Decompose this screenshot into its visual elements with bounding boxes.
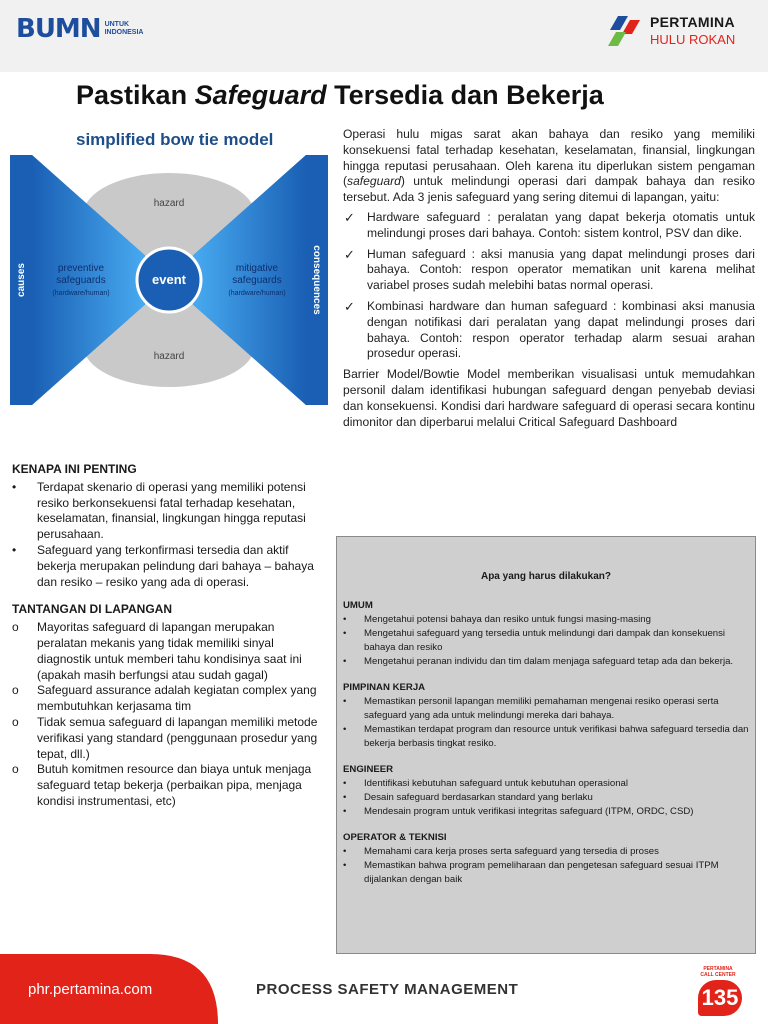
kenapa-heading: KENAPA INI PENTING: [12, 462, 137, 476]
page-title: Pastikan Safeguard Tersedia dan Bekerja: [76, 80, 604, 110]
bowtie-diagram: [10, 155, 328, 405]
pertamina-mark-icon: [604, 14, 644, 48]
umum-heading: UMUM: [343, 600, 373, 611]
list-item: • Memastikan bahwa program pemeliharaan dan pengetesan safeguard sesuai ITPM dijalankan dengan baik: [343, 860, 719, 885]
check-icon: ✓: [344, 246, 355, 262]
action-box: [336, 536, 756, 954]
list-item: ✓ Hardware safeguard : peralatan yang dapat bekerja otomatis untuk melindungi proses dari bahaya. Contoh: sistem kontrol, PSV dan dike.: [344, 209, 755, 240]
check-icon: ✓: [344, 298, 355, 314]
hazard-top-label: hazard: [153, 198, 185, 209]
action-box-title: Apa yang harus dilakukan?: [480, 571, 612, 582]
footer-title: PROCESS SAFETY MANAGEMENT: [256, 981, 519, 998]
engineer-heading: ENGINEER: [343, 764, 394, 775]
list-item: o Tidak semua safeguard di lapangan memiliki metode verifikasi yang standard (penggunaan prosedur yang tepat, dll.): [12, 714, 318, 761]
pimpinan-list: [343, 695, 749, 751]
pimpinan-heading: PIMPINAN KERJA: [343, 682, 426, 693]
call-center-label: PERTAMINA CALL CENTER: [700, 966, 736, 978]
umum-list: [343, 613, 749, 669]
list-item: • Mendesain program untuk verifikasi integritas safeguard (ITPM, ORDC, CSD): [343, 806, 694, 817]
check-icon: ✓: [344, 209, 355, 225]
operator-list: [343, 845, 749, 887]
bullet-icon: •: [343, 792, 347, 803]
bullet-icon: •: [343, 778, 347, 789]
bullet-icon: •: [12, 542, 17, 557]
action-box-body: [343, 599, 749, 887]
intro-text: [343, 127, 755, 430]
intro-paragraph-1: Operasi hulu migas sarat akan bahaya dan resiko yang memiliki konsekuensi fatal terhadap kesehatan, keselamatan, finansial, lingkungan hingga reputasi perusahaan. Oleh karena itu diperlukan sistem pengaman (safeguard) untuk melindungi operasi dari dampak bahaya dan resiko tersebut. Ada 3 jenis safeguard yang sering ditemui di lapangan, yaitu:: [343, 127, 755, 205]
footer-url-link[interactable]: phr.pertamina.com: [28, 981, 153, 998]
bullet-icon: •: [12, 479, 17, 494]
pertamina-logo: [604, 14, 735, 48]
preventive-label-2: safeguards: [56, 275, 106, 286]
bumn-logo: [16, 14, 143, 44]
bullet-icon: •: [343, 614, 347, 625]
bullet-icon: •: [343, 806, 347, 817]
bullet-icon: •: [343, 656, 347, 667]
bullet-icon: •: [343, 724, 347, 735]
bumn-tagline: UNTUK INDONESIA: [104, 21, 144, 36]
event-label: event: [152, 272, 186, 287]
list-item: o Safeguard assurance adalah kegiatan complex yang membutuhkan kerjasama tim: [12, 683, 317, 714]
call-center-number: 135: [698, 980, 742, 1016]
bullet-icon: •: [343, 696, 347, 707]
list-item: • Memahami cara kerja proses serta safeguard yang tersedia di proses: [343, 846, 659, 857]
mitigative-sub: (hardware/human): [228, 290, 286, 297]
list-item: • Memastikan personil lapangan memiliki pemahaman mengenai resiko operasi serta safeguard yang ada untuk melindungi mereka dari bahaya.: [343, 696, 719, 721]
list-item: • Terdapat skenario di operasi yang memiliki potensi resiko berkonsekuensi fatal terhadap kesehatan, keselamatan, finansial, lingkungan hingga reputasi perusahaan.: [12, 479, 306, 542]
list-item: ✓ Kombinasi hardware dan human safeguard : kombinasi aksi manusia dengan notifikasi dari peralatan yang dapat melindungi proses dari bahaya. Contoh: respon operator terhadap alarm sesuai arahan prosedur operasi.: [344, 298, 755, 361]
list-item: • Mengetahui potensi bahaya dan resiko untuk fungsi masing-masing: [343, 614, 651, 625]
mitigative-label-1: mitigative: [235, 263, 279, 274]
preventive-label-1: preventive: [57, 263, 105, 274]
engineer-list: [343, 777, 749, 819]
intro-paragraph-2: Barrier Model/Bowtie Model memberikan visualisasi untuk memudahkan personil dalam identifikasi hubungan safeguard dengan penyebab deviasi dan konsekuensi. Kondisi dari hardware safeguard di operasi secara kontinu dimonitor dan diperbarui melalui Critical Safeguard Dashboard: [343, 367, 755, 429]
consequences-label: consequences: [311, 245, 322, 315]
circle-bullet-icon: o: [12, 683, 19, 698]
circle-bullet-icon: o: [12, 714, 19, 729]
tantangan-heading: TANTANGAN DI LAPANGAN: [12, 602, 172, 617]
operator-heading: OPERATOR & TEKNISI: [343, 832, 447, 843]
bullet-icon: •: [343, 628, 347, 639]
hazard-bottom-label: hazard: [153, 351, 185, 362]
list-item: • Safeguard yang terkonfirmasi tersedia dan aktif bekerja merupakan pelindung dari bahaya – bahaya dan resiko – resiko yang ada di operasi.: [12, 542, 314, 589]
bullet-icon: •: [343, 846, 347, 857]
company-name: PERTAMINA: [650, 14, 735, 30]
list-item: o Mayoritas safeguard di lapangan merupakan peralatan mekanis yang tidak memiliki sinyal diagnostik untuk memberi tahu kondisinya saat ini (apakah masih berfungsi atau sudah gagal): [12, 620, 302, 682]
company-subname: HULU ROKAN: [650, 32, 736, 47]
list-item: • Mengetahui peranan individu dan tim dalam menjaga safeguard tetap ada dan bekerja.: [343, 656, 734, 667]
bumn-logo-word: BUMN: [16, 14, 101, 44]
safeguard-types-list: [343, 210, 755, 362]
call-center-badge: [694, 966, 742, 1018]
header-bar: [0, 0, 768, 72]
list-item: • Mengetahui safeguard yang tersedia untuk melindungi dari dampak dan konsekuensi bahaya dan resiko: [343, 628, 726, 653]
list-item: o Butuh komitmen resource dan biaya untuk menjaga safeguard tetap bekerja (perbaikan pipa, menjaga kondisi instrumentasi, etc): [12, 762, 312, 808]
circle-bullet-icon: o: [12, 762, 19, 777]
list-item: • Desain safeguard berdasarkan standard yang berlaku: [343, 792, 593, 803]
mitigative-label-2: safeguards: [232, 275, 282, 286]
list-item: • Identifikasi kebutuhan safeguard untuk kebutuhan operasional: [343, 778, 629, 789]
circle-bullet-icon: o: [12, 620, 19, 635]
causes-label: causes: [16, 263, 27, 297]
tantangan-list: [12, 620, 318, 810]
kenapa-list: [12, 480, 318, 591]
list-item: • Memastikan terdapat program dan resource untuk verifikasi bahwa safeguard tersedia dan bekerja berbasis tingkat resiko.: [343, 724, 749, 749]
left-column: [12, 462, 318, 810]
preventive-sub: (hardware/human): [52, 290, 110, 297]
list-item: ✓ Human safeguard : aksi manusia yang dapat melindungi proses dari bahaya. Contoh: respon operator mematikan unit karena melihat variabel proses sudah melebihi batas normal operasi.: [344, 246, 755, 293]
bowtie-heading: simplified bow tie model: [76, 130, 274, 149]
bullet-icon: •: [343, 860, 347, 871]
